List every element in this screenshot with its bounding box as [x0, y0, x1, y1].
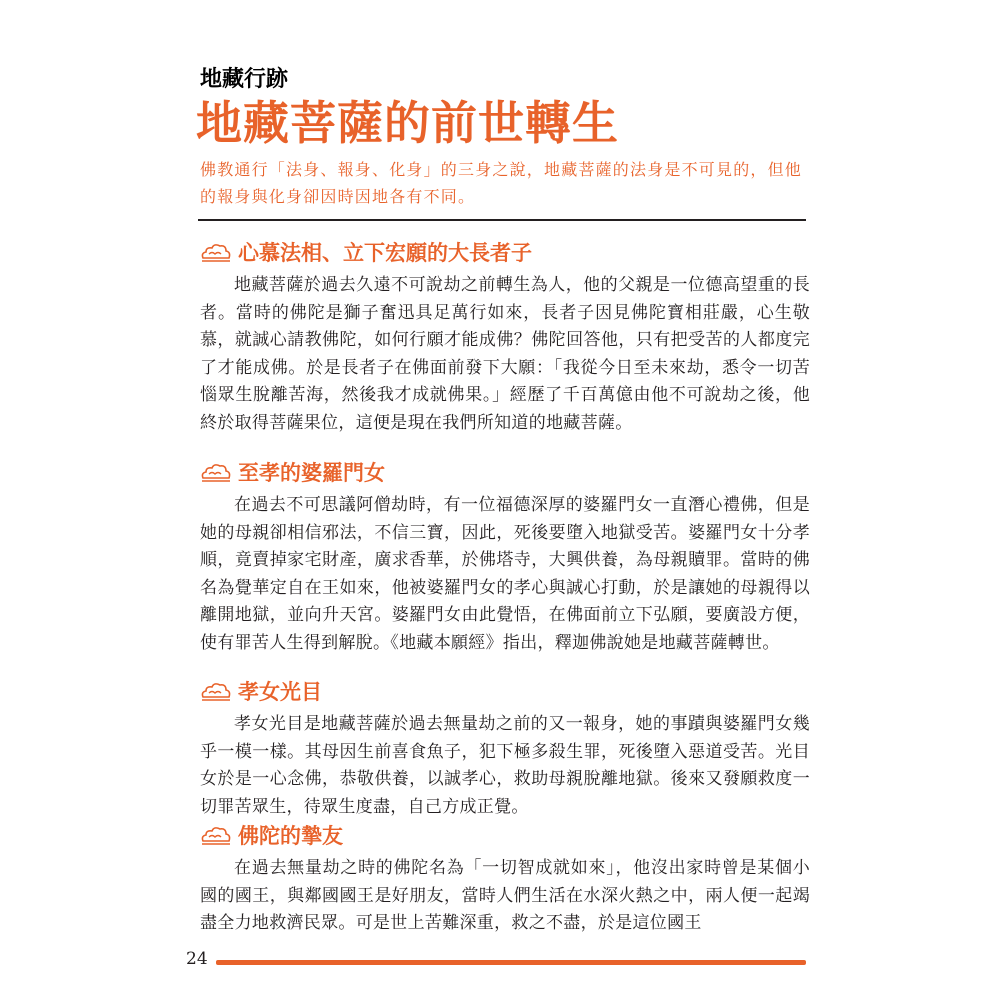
- header-divider: [198, 219, 806, 221]
- cloud-icon: [200, 461, 232, 483]
- section-2: [200, 456, 810, 657]
- section-heading: [200, 819, 810, 851]
- intro-paragraph: 佛教通行「法身、報身、化身」的三身之說，地藏菩薩的法身是不可見的，但他的報身與化身卻因時因地各有不同。: [200, 160, 803, 206]
- section-body: 在過去無量劫之時的佛陀名為「一切智成就如來」，他沒出家時曾是某個小國的國王，與鄰國國王是好朋友，當時人們生活在水深火熱之中，兩人便一起竭盡全力地救濟民眾。可是世上苦難深重，救之不盡，於是這位國王: [200, 858, 810, 933]
- section-3: [200, 675, 810, 821]
- cloud-icon: [200, 824, 232, 846]
- cloud-icon: [200, 680, 232, 702]
- section-kicker: 地藏行跡: [200, 67, 289, 92]
- section-body: 地藏菩薩於過去久遠不可說劫之前轉生為人，他的父親是一位德高望重的長者。當時的佛陀是獅子奮迅具足萬行如來，長者子因見佛陀寶相莊嚴，心生敬慕，就誠心請教佛陀，如何行願才能成佛？佛陀回答他，只有把受苦的人都度完了才能成佛。於是長者子在佛面前發下大願：「我從今日至未來劫，悉令一切苦惱眾生脫離苦海，然後我才成就佛果。」經歷了千百萬億由他不可說劫之後，他終於取得菩薩果位，這便是現在我們所知道的地藏菩薩。: [200, 275, 810, 433]
- page-title: 地藏菩薩的前世轉生: [196, 96, 619, 150]
- section-body: 在過去不可思議阿僧劫時，有一位福德深厚的婆羅門女一直潛心禮佛，但是她的母親卻相信邪法，不信三寶，因此，死後要墮入地獄受苦。婆羅門女十分孝順，竟賣掉家宅財產，廣求香華，於佛塔寺，大興供養，為母親贖罪。當時的佛名為覺華定自在王如來，他被婆羅門女的孝心與誠心打動，於是讓她的母親得以離開地獄，並向升天宮。婆羅門女由此覺悟，在佛面前立下弘願，要廣設方便，使有罪苦人生得到解脫。《地藏本願經》指出，釋迦佛說她是地藏菩薩轉世。: [200, 495, 810, 653]
- section-heading: [200, 675, 810, 707]
- section-body: 孝女光目是地藏菩薩於過去無量劫之前的又一報身，她的事蹟與婆羅門女幾乎一模一樣。其母因生前喜食魚子，犯下極多殺生罪，死後墮入惡道受苦。光目女於是一心念佛，恭敬供養，以誠孝心，救助母親脫離地獄。後來又發願救度一切罪苦眾生，待眾生度盡，自己方成正覺。: [200, 714, 810, 817]
- section-4: [200, 819, 810, 938]
- section-heading-text: 孝女光目: [238, 680, 322, 704]
- section-1: [200, 236, 810, 437]
- section-heading: [200, 456, 810, 488]
- section-heading-text: 至孝的婆羅門女: [238, 461, 385, 485]
- section-heading: [200, 236, 810, 268]
- cloud-icon: [200, 241, 232, 263]
- section-heading-text: 心慕法相、立下宏願的大長者子: [238, 241, 532, 265]
- page-number: 24: [186, 949, 208, 969]
- footer-bar: [216, 960, 806, 965]
- section-heading-text: 佛陀的摯友: [238, 824, 343, 848]
